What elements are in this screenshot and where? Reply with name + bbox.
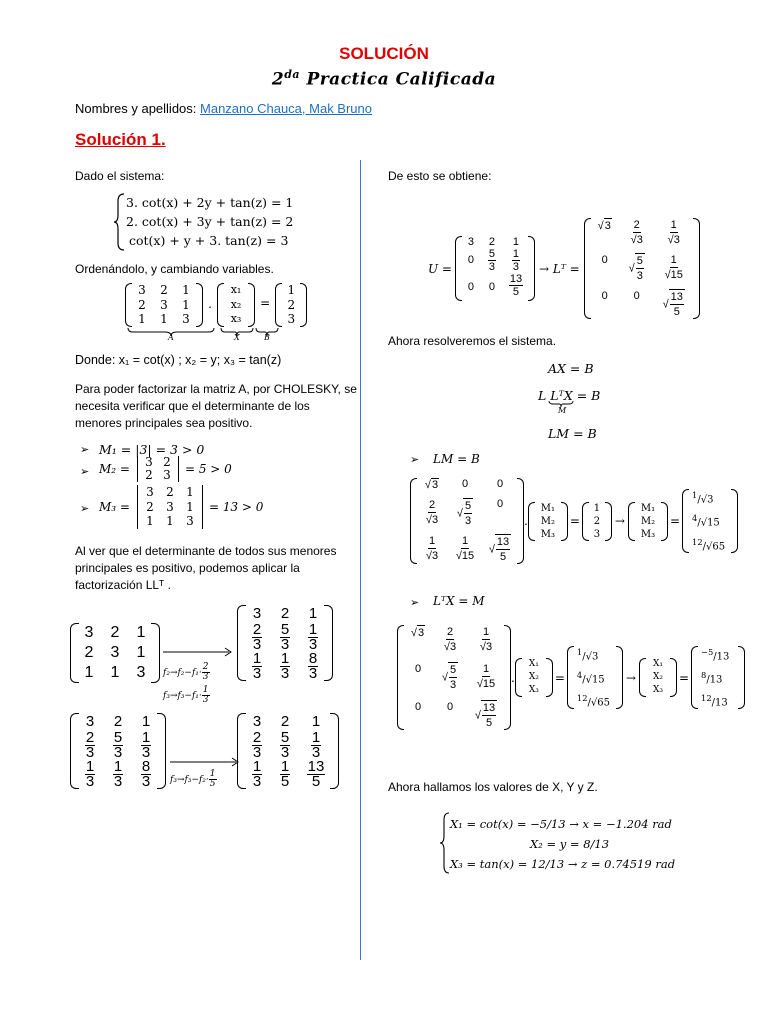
ltx-system: √3 $\frac{2}{√3}$ $\frac{1}{√3}$ 0 √ $\frac{5}{3}$ $\frac{1}{√15}$ 0 0 √ $\frac{13}{5}$ . X₁ X₂ X₃ = $^1$/√3 $^4$/√15 $^{12}$/√65 → X₁ X₂ X₃ = $^{-5}$/13 $^8$/13 $^{12}$/13 <box>397 625 745 730</box>
m3-cell: 1 <box>166 514 174 528</box>
label-x: X <box>234 333 240 342</box>
row-op-1 <box>163 663 210 682</box>
lt-label: → Lᵀ = <box>538 261 580 276</box>
x-cell: X₃ <box>652 685 663 695</box>
subtitle-text: Practica Calificada <box>306 69 497 90</box>
b-cell: 2 <box>287 297 296 312</box>
a-cell: 1 <box>110 664 120 681</box>
op-num: 2 <box>202 662 209 672</box>
a-cell: 3 <box>110 644 120 661</box>
op-num: 1 <box>209 769 216 779</box>
x-cell: x₃ <box>230 312 242 325</box>
a-cell: 3 <box>138 283 146 297</box>
variable-definitions: Donde: x₁ = cot(x) ; x₂ = y; x₃ = tan(z) <box>75 353 282 367</box>
system-equation-2: 2. cot(x) + 3y + tan(z) = 2 <box>126 214 294 229</box>
row-op-3-text: f₃→f₃−f₂· <box>170 774 209 785</box>
section-heading: Solución 1. <box>75 130 166 149</box>
m-cell: M₃ <box>540 528 555 540</box>
minor-1: M₁ = |3| = 3 > 0 <box>99 442 205 457</box>
bullet-lm-b: LM = B <box>433 452 480 466</box>
b-cell: 3 <box>287 312 296 326</box>
b-cell: 2 <box>593 515 601 527</box>
m3-cell: 3 <box>146 485 154 499</box>
conclusion-text <box>75 543 336 594</box>
final-x2: X₂ = y = 8/13 <box>530 837 610 851</box>
m3-cell: 1 <box>146 514 154 528</box>
matrix-equation: 3 2 1 2 3 1 1 1 3 . x₁ x₂ x₃ = 1 2 3 <box>125 283 307 331</box>
u-label: U = <box>428 261 452 276</box>
m-cell: M₂ <box>540 515 555 527</box>
subtitle-superscript: da <box>284 68 301 81</box>
bullet-lt-x-m: LᵀX = M <box>433 594 485 608</box>
matrix-step-1-copy: 3 2 1 $\frac{2}{3}$ $\frac{5}{3}$ $\frac{1}{3}$ $\frac{1}{3}$ $\frac{1}{3}$ $\frac{8}{3}$ <box>70 713 166 793</box>
system-equation-1: 3. cot(x) + 2y + tan(z) = 1 <box>126 195 294 210</box>
op-num: 1 <box>202 685 209 695</box>
minor-3-value: = 13 > 0 <box>208 499 264 514</box>
lm-system: √3 0 0 $\frac{2}{√3}$ √ $\frac{5}{3}$ 0 $\frac{1}{√3}$ $\frac{1}{√15}$ √ $\frac{13}{5}$ . M₁ M₂ M₃ = 1 2 3 → M₁ M₂ M₃ = $^1$/√3 $^4$/√15 $^{12}$/√65 <box>410 478 738 564</box>
u-matrix-block: U = 3 2 1 0 $\frac{5}{3}$ $\frac{1}{3}$ 0 0 $\frac{13}{5}$ → Lᵀ = √3 $\frac{2}{√3}$ $\frac{1}{√3}$ 0 √ $\frac{5}{3}$ $\frac{1}{√15}$ 0 0 √ $\frac{13}{5}$ <box>428 218 700 319</box>
a-cell: 1 <box>160 312 168 326</box>
given-label: Dado el sistema: <box>75 169 165 183</box>
eq-lm-b: LM = B <box>548 426 597 441</box>
matrix-a-start <box>70 623 160 687</box>
b-cell: 3 <box>593 528 601 540</box>
bullet-icon: ➢ <box>410 596 420 609</box>
a-cell: 2 <box>138 297 146 312</box>
op-den: 3 <box>202 695 209 705</box>
x-cell: X₂ <box>528 672 539 682</box>
row-op-2 <box>163 686 210 705</box>
obtain-label: De esto se obtiene: <box>388 169 492 183</box>
a-cell: 3 <box>182 312 190 326</box>
x-cell: X₃ <box>528 685 539 695</box>
m-cell: M₂ <box>640 515 656 527</box>
bullet-icon: ➢ <box>410 453 420 466</box>
names-label: Nombres y apellidos: <box>75 101 197 116</box>
cholesky-note <box>75 381 357 432</box>
row-op-1-text: f₂→f₂−f₁· <box>163 667 202 678</box>
eq-llt: L LᵀX = B <box>538 388 601 403</box>
m3-cell: 2 <box>146 499 154 514</box>
bullet-icon: ➢ <box>80 502 90 515</box>
op-den: 3 <box>202 672 209 682</box>
vector-b <box>275 283 307 327</box>
system-brace <box>440 812 450 874</box>
minor-3-label: M₃ = <box>99 499 130 514</box>
a-cell: 1 <box>138 312 146 326</box>
ordering-label: Ordenándolo, y cambiando variables. <box>75 262 274 276</box>
vector-x <box>217 283 255 327</box>
page-title: SOLUCIÓN <box>339 44 429 63</box>
matrix-a <box>125 283 203 327</box>
a-cell: 1 <box>136 644 146 661</box>
x-cell: x₁ <box>230 283 242 296</box>
x-cell: X₂ <box>652 672 663 682</box>
a-cell: 1 <box>136 624 146 641</box>
m2-cell: 2 <box>163 455 171 469</box>
b-cell: 1 <box>287 283 296 297</box>
op-den: 5 <box>209 779 216 789</box>
final-label: Ahora hallamos los valores de X, Y y Z. <box>388 780 598 794</box>
minor-2 <box>99 456 232 482</box>
cholesky-line: necesita verificar que el determinante de los <box>75 399 310 413</box>
label-b: B <box>264 333 270 342</box>
label-m: M <box>558 406 567 415</box>
matrix-u: 3 2 1 $\frac{2}{3}$ $\frac{5}{3}$ $\frac{1}{3}$ $\frac{1}{3}$ $\frac{1}{5}$ $\frac{13}{5}$ <box>237 713 339 793</box>
m3-cell: 1 <box>186 485 194 499</box>
system-brace <box>114 193 126 251</box>
a-cell: 3 <box>160 297 168 312</box>
eq-ax-b: AX = B <box>548 361 594 376</box>
a-cell: 1 <box>84 664 94 681</box>
m3-cell: 2 <box>166 485 174 499</box>
x-cell: X₁ <box>528 659 539 669</box>
m-cell: M₁ <box>540 502 555 514</box>
row-op-2-text: f₃→f₃−f₁· <box>163 690 202 701</box>
arrow-icon <box>170 757 240 767</box>
final-x3: X₃ = tan(x) = 12/13 → z = 0.74519 rad <box>450 857 676 871</box>
author-line <box>75 101 372 116</box>
a-cell: 3 <box>136 664 146 681</box>
a-cell: 1 <box>182 297 190 312</box>
m-cell: M₃ <box>640 528 656 540</box>
subtitle-number: 2 <box>271 69 285 90</box>
label-a: A <box>168 333 174 342</box>
a-cell: 1 <box>182 283 190 297</box>
minor-2-value: = 5 > 0 <box>184 462 232 476</box>
cholesky-line: Para poder factorizar la matriz A, por CHOLESKY, se <box>75 382 357 396</box>
conclusion-line: principales es positivo, podemos aplicar la <box>75 561 300 575</box>
b-cell: 1 <box>593 502 601 514</box>
m2-cell: 3 <box>163 468 171 482</box>
matrix-step-1: 3 2 1 $\frac{2}{3}$ $\frac{5}{3}$ $\frac{1}{3}$ $\frac{1}{3}$ $\frac{1}{3}$ $\frac{8}{3}$ <box>237 605 333 685</box>
a-cell: 2 <box>110 624 120 641</box>
system-equation-3: cot(x) + y + 3. tan(z) = 3 <box>129 233 289 248</box>
x-cell: x₂ <box>230 297 242 311</box>
m3-cell: 1 <box>186 499 194 514</box>
bullet-icon: ➢ <box>80 465 90 478</box>
a-cell: 2 <box>84 644 94 661</box>
bullet-icon: ➢ <box>80 443 90 456</box>
m-cell: M₁ <box>640 502 656 514</box>
m3-cell: 3 <box>186 514 194 528</box>
arrow-icon <box>163 647 233 657</box>
m3-cell: 3 <box>166 499 174 514</box>
page-subtitle <box>0 68 768 90</box>
m2-cell: 3 <box>145 455 153 469</box>
cholesky-line: menores principales sea positivo. <box>75 416 253 430</box>
conclusion-line: factorización LLᵀ . <box>75 578 171 592</box>
minor-3 <box>99 485 263 529</box>
column-divider <box>360 160 361 960</box>
minor-2-label: M₂ = <box>99 462 130 476</box>
author-link[interactable]: Manzano Chauca, Mak Bruno <box>200 101 372 116</box>
a-cell: 2 <box>160 283 168 297</box>
a-cell: 3 <box>84 624 94 641</box>
m2-cell: 2 <box>145 468 153 482</box>
x-cell: X₁ <box>652 659 663 669</box>
conclusion-line: Al ver que el determinante de todos sus menores <box>75 544 337 558</box>
row-op-3 <box>170 770 217 789</box>
final-x1: X₁ = cot(x) = −5/13 → x = −1.204 rad <box>450 817 672 831</box>
solve-label: Ahora resolveremos el sistema. <box>388 334 557 348</box>
